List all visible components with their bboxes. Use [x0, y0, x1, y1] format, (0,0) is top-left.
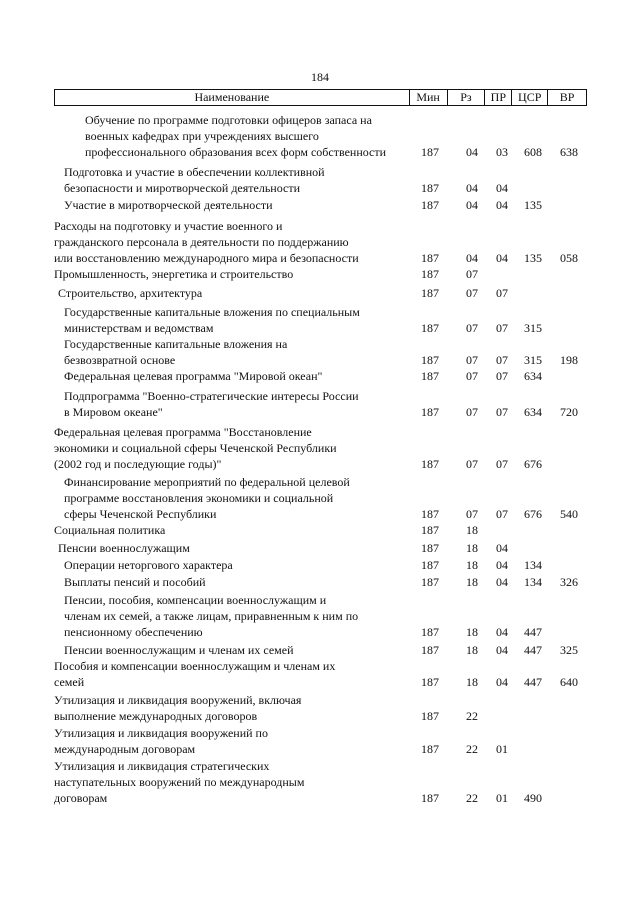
row-min: 187 — [421, 198, 439, 212]
row-pr: 07 — [496, 507, 508, 521]
table-row — [0, 692, 640, 724]
row-rz: 22 — [466, 742, 478, 756]
row-pr: 04 — [496, 181, 508, 195]
table-row — [0, 164, 640, 196]
row-name: Обучение по программе подготовки офицеров запаса на военных кафедрах при учреждениях высшего профессионального образования всех форм собственности — [85, 113, 387, 159]
row-csr: 634 — [524, 405, 542, 419]
row-min: 187 — [421, 251, 439, 265]
row-rz: 07 — [466, 353, 478, 367]
row-rz: 07 — [466, 321, 478, 335]
header-pr: ПР — [484, 90, 511, 105]
row-csr: 135 — [524, 251, 542, 265]
row-pr: 04 — [496, 643, 508, 657]
row-pr: 07 — [496, 405, 508, 419]
header-vr: ВР — [547, 90, 586, 105]
row-csr: 315 — [524, 321, 542, 335]
row-name: Участие в миротворческой деятельности — [64, 198, 273, 212]
row-min: 187 — [421, 709, 439, 723]
header-csr: ЦСР — [511, 90, 547, 105]
row-rz: 07 — [466, 405, 478, 419]
row-min: 187 — [421, 457, 439, 471]
table-row — [0, 197, 640, 213]
table-row — [0, 557, 640, 573]
row-min: 187 — [421, 369, 439, 383]
row-name: Строительство, архитектура — [58, 286, 203, 300]
page-number: 184 — [311, 70, 329, 84]
row-rz: 18 — [466, 643, 478, 657]
table-row — [0, 336, 640, 368]
row-rz: 18 — [466, 541, 478, 555]
row-min: 187 — [421, 625, 439, 639]
row-rz: 18 — [466, 558, 478, 572]
row-name: Утилизация и ликвидация вооружений по международным договорам — [54, 726, 268, 756]
row-name: Государственные капитальные вложения на безвозвратной основе — [64, 337, 288, 367]
row-rz: 04 — [466, 181, 478, 195]
row-name: Подготовка и участие в обеспечении коллективной безопасности и миротворческой деятельности — [64, 165, 325, 195]
table-row — [0, 304, 640, 336]
row-vr: 326 — [560, 575, 578, 589]
table-row — [0, 522, 640, 538]
row-rz: 22 — [466, 791, 478, 805]
row-csr: 676 — [524, 507, 542, 521]
row-rz: 18 — [466, 523, 478, 537]
row-rz: 04 — [466, 198, 478, 212]
row-pr: 04 — [496, 251, 508, 265]
row-min: 187 — [421, 286, 439, 300]
row-csr: 447 — [524, 625, 542, 639]
row-min: 187 — [421, 575, 439, 589]
row-pr: 07 — [496, 353, 508, 367]
row-vr: 058 — [560, 251, 578, 265]
table-row — [0, 474, 640, 522]
row-rz: 04 — [466, 251, 478, 265]
row-csr: 134 — [524, 575, 542, 589]
row-name: Пенсии военнослужащим и членам их семей — [64, 643, 294, 657]
table-row — [0, 285, 640, 301]
row-rz: 18 — [466, 675, 478, 689]
row-name: Государственные капитальные вложения по специальным министерствам и ведомствам — [64, 305, 360, 335]
row-min: 187 — [421, 742, 439, 756]
table-header — [54, 89, 587, 106]
row-name: Федеральная целевая программа "Мировой океан" — [64, 369, 323, 383]
row-pr: 07 — [496, 321, 508, 335]
row-csr: 447 — [524, 675, 542, 689]
row-pr: 03 — [496, 145, 508, 159]
table-row — [0, 266, 640, 282]
row-rz: 18 — [466, 625, 478, 639]
row-min: 187 — [421, 181, 439, 195]
row-min: 187 — [421, 353, 439, 367]
table-row — [0, 642, 640, 658]
row-rz: 18 — [466, 575, 478, 589]
header-min: Мин — [409, 90, 447, 105]
row-name: Пенсии, пособия, компенсации военнослужащим и членам их семей, а также лицам, приравненным к ним по пенсионному обеспечению — [64, 593, 359, 639]
row-name: Операции неторгового характера — [64, 558, 233, 572]
table-row — [0, 574, 640, 590]
row-pr: 04 — [496, 541, 508, 555]
row-rz: 04 — [466, 145, 478, 159]
row-pr: 04 — [496, 558, 508, 572]
header-name: Наименование — [194, 90, 270, 104]
row-min: 187 — [421, 267, 439, 281]
header-rz: Рз — [447, 90, 485, 105]
row-pr: 04 — [496, 198, 508, 212]
table-row — [0, 218, 640, 266]
row-min: 187 — [421, 643, 439, 657]
row-min: 187 — [421, 145, 439, 159]
row-name: Утилизация и ликвидация вооружений, включая выполнение международных договоров — [54, 693, 302, 723]
row-pr: 07 — [496, 457, 508, 471]
table-row — [0, 424, 640, 472]
row-pr: 04 — [496, 675, 508, 689]
row-vr: 325 — [560, 643, 578, 657]
row-min: 187 — [421, 405, 439, 419]
table-row — [0, 758, 640, 806]
row-name: Федеральная целевая программа "Восстановление экономики и социальной сферы Чеченской Республики (2002 год и последующие годы)" — [54, 425, 337, 471]
row-vr: 640 — [560, 675, 578, 689]
row-min: 187 — [421, 321, 439, 335]
row-name: Социальная политика — [54, 523, 166, 537]
row-pr: 01 — [496, 791, 508, 805]
row-rz: 22 — [466, 709, 478, 723]
table-row — [0, 592, 640, 640]
row-pr: 01 — [496, 742, 508, 756]
row-name: Утилизация и ликвидация стратегических наступательных вооружений по международным договорам — [54, 759, 305, 805]
row-csr: 315 — [524, 353, 542, 367]
table-row — [0, 368, 640, 384]
row-csr: 447 — [524, 643, 542, 657]
table-row — [0, 540, 640, 556]
table-row — [0, 112, 640, 160]
row-pr: 07 — [496, 286, 508, 300]
row-name: Финансирование мероприятий по федеральной целевой программе восстановления экономики и социальной сферы Чеченской Республики — [64, 475, 350, 521]
row-min: 187 — [421, 541, 439, 555]
row-min: 187 — [421, 523, 439, 537]
row-csr: 134 — [524, 558, 542, 572]
row-name: Пенсии военнослужащим — [58, 541, 190, 555]
row-name: Промышленность, энергетика и строительство — [54, 267, 294, 281]
row-min: 187 — [421, 675, 439, 689]
row-name: Расходы на подготовку и участие военного и гражданского персонала в деятельности по поддержанию или восстановлению международного мира и безопасности — [54, 219, 359, 265]
row-vr: 198 — [560, 353, 578, 367]
row-csr: 490 — [524, 791, 542, 805]
row-rz: 07 — [466, 369, 478, 383]
row-rz: 07 — [466, 457, 478, 471]
table-row — [0, 658, 640, 690]
row-name: Пособия и компенсации военнослужащим и членам их семей — [54, 659, 336, 689]
row-name: Выплаты пенсий и пособий — [64, 575, 206, 589]
row-vr: 540 — [560, 507, 578, 521]
row-pr: 04 — [496, 625, 508, 639]
row-rz: 07 — [466, 286, 478, 300]
row-rz: 07 — [466, 507, 478, 521]
row-vr: 638 — [560, 145, 578, 159]
row-pr: 07 — [496, 369, 508, 383]
row-csr: 676 — [524, 457, 542, 471]
row-min: 187 — [421, 507, 439, 521]
row-pr: 04 — [496, 575, 508, 589]
row-csr: 608 — [524, 145, 542, 159]
row-csr: 634 — [524, 369, 542, 383]
table-row — [0, 388, 640, 420]
row-csr: 135 — [524, 198, 542, 212]
row-vr: 720 — [560, 405, 578, 419]
row-rz: 07 — [466, 267, 478, 281]
row-name: Подпрограмма "Военно-стратегические интересы России в Мировом океане" — [64, 389, 359, 419]
row-min: 187 — [421, 791, 439, 805]
row-min: 187 — [421, 558, 439, 572]
table-row — [0, 725, 640, 757]
